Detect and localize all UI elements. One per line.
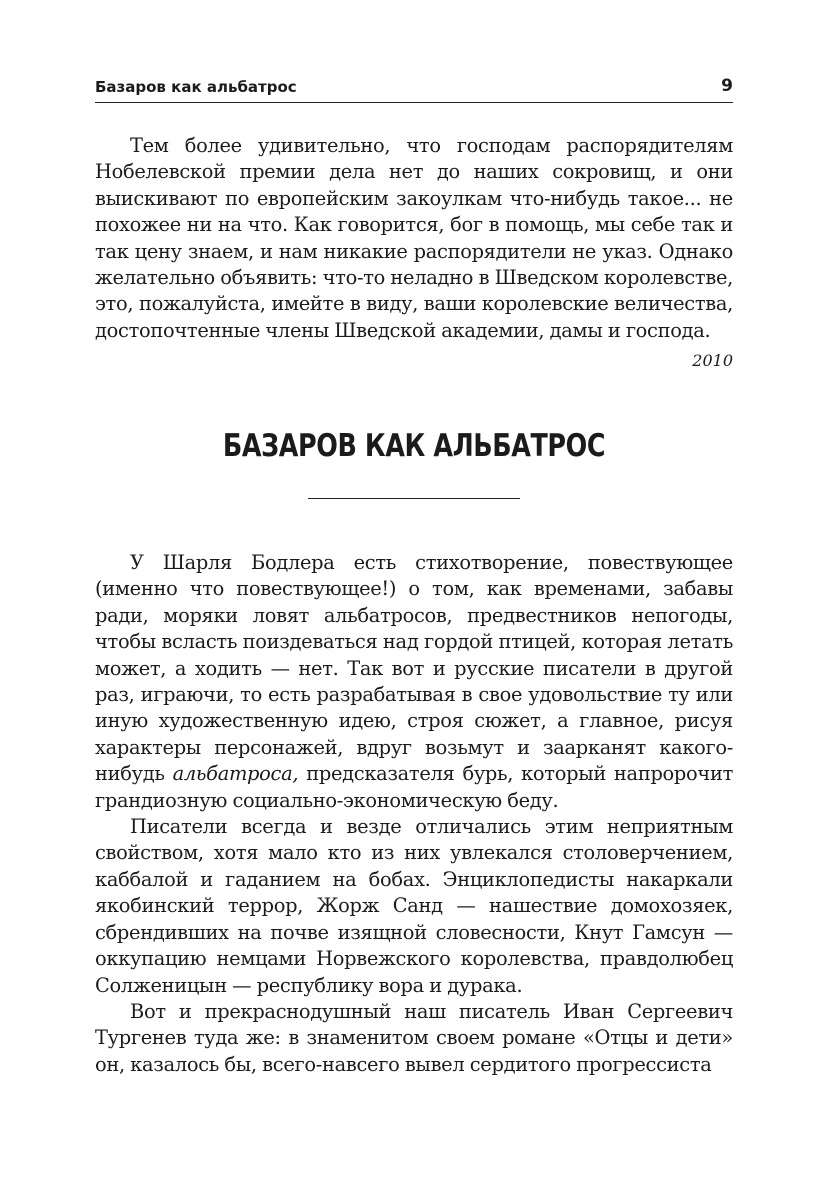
running-head — [95, 76, 733, 98]
paragraph-text: предсказателя бурь, который напророчит грандиозную социально-экономическую беду. — [95, 762, 733, 812]
title-divider — [308, 498, 520, 499]
paragraph: Вот и прекраснодушный наш писатель Иван Сергеевич Тургенев туда же: в знаменитом своем романе «Отцы и дети» он, казалось бы, всего-навсего вывел сердитого прогрессиста — [95, 999, 733, 1076]
paragraph: Писатели всегда и везде отличались этим неприятным свойством, хотя мало кто из них увлекался столоверчением, каббалой и гаданием на бобах. Энциклопедисты накаркали якобинский террор, Жорж Санд — нашествие домохозяек, сбрендивших на почве изящной словесности, Кнут Гамсун — оккупацию немцами Норвежского королевства, правдолюбец Солженицын — республику вора и дурака. — [95, 815, 733, 997]
running-title: Базаров как альбатрос — [95, 78, 297, 96]
italic-word: альбатроса, — [172, 762, 299, 786]
paragraph: Тем более удивительно, что господам распорядителям Нобелевской премии дела нет до наших сокровищ, и они выискивают по европейским закоулкам что-нибудь такое... не похожее ни на что. Как говорится, бог в помощь, мы себе так и так цену знаем, и нам никакие распорядители не указ. Однако желательно объявить: что-то неладно в Шведском королевстве, это, пожалуйста, имейте в виду, ваши королевские величества, достопочтенные члены Шведской академии, дамы и господа. — [95, 134, 733, 342]
header-rule — [95, 102, 733, 103]
previous-essay-ending — [95, 133, 733, 344]
page-number: 9 — [721, 76, 733, 96]
paragraph — [95, 550, 733, 814]
chapter-title: БАЗАРОВ КАК АЛЬБАТРОС — [222, 428, 606, 464]
chapter-body — [95, 550, 733, 1078]
paragraph-text: У Шарля Бодлера есть стихотворение, повествующее (именно что повествующее!) о том, как временами, забавы ради, моряки ловят альбатросов, предвестников непогоды, чтобы всласть поиздеваться над гордой птицей, которая летать может, а ходить — нет. Так вот и русские писатели в другой раз, играючи, то есть разрабатывая в свое удовольствие ту или иную художественную идею, строя сюжет, а главное, рисуя характеры персонажей, вдруг возьмут и заарканят какого-нибудь — [95, 551, 733, 786]
essay-date: 2010 — [692, 351, 733, 370]
